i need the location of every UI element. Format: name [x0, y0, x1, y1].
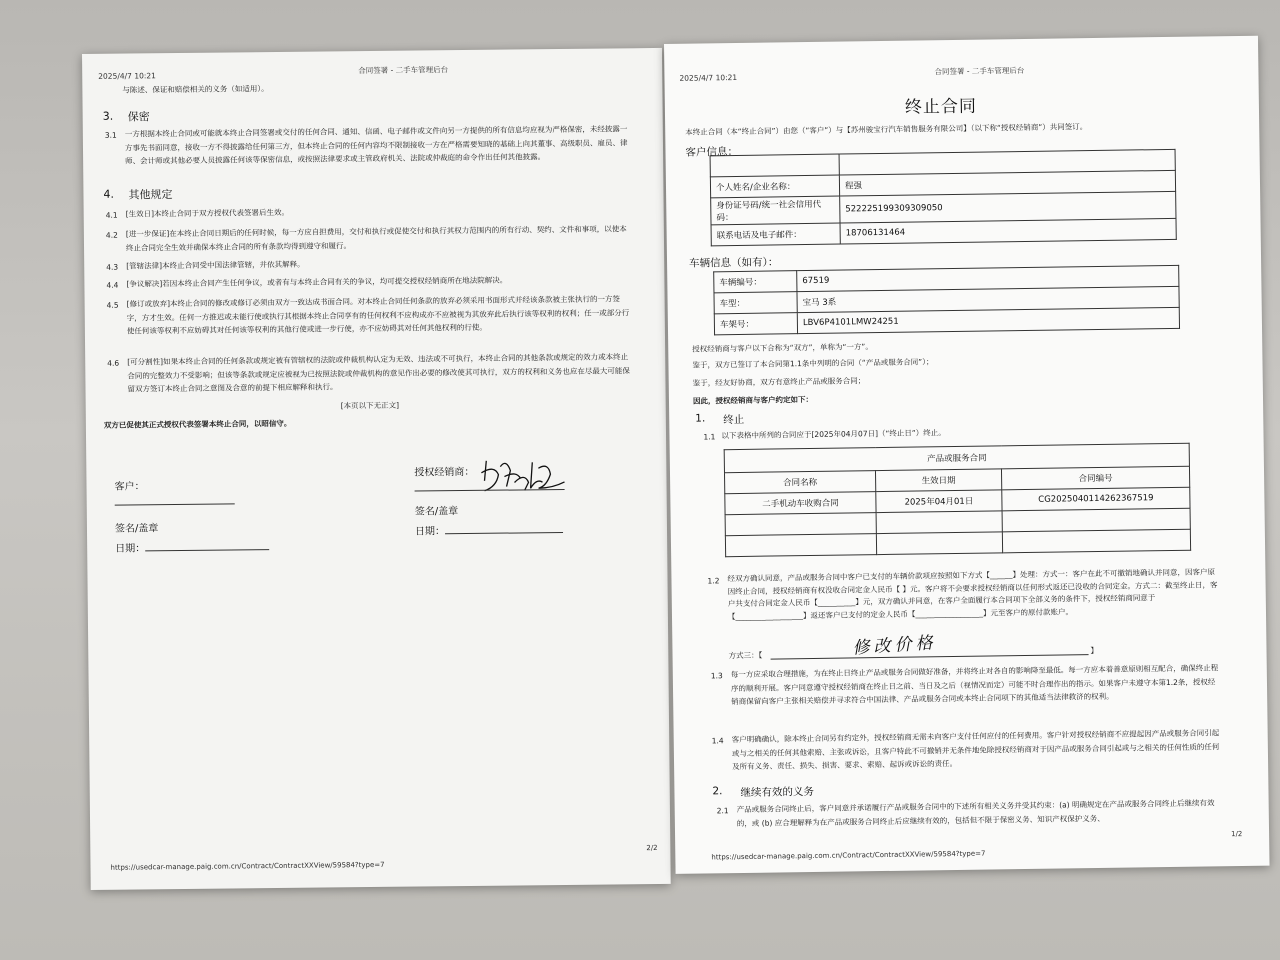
column-header: 合同名称 — [724, 471, 875, 494]
clause-1-4-text: 客户明确确认，除本终止合同另有约定外，授权经销商无需未向客户支付任何应付的任何费用。客户针对授权经销商不应提起因产品或服务合同引起或与之相关的任何其他索赔、主张或诉讼，且客户特此不可撤销并无条件地免除授权经销商对于因产品或服务合同引起或与之相关的任何性质的任何及所有义务、责任、损失、损害、要求、索赔、起诉或诉讼的责任。 — [731, 728, 1220, 772]
header-date: 2025/4/7 10:21 — [98, 71, 156, 81]
table-cell — [876, 532, 1002, 555]
vehicle-vin-value: LBV6P4101LMW24251 — [797, 307, 1179, 333]
whereas-paragraph-1: 鉴于，双方已签订了本合同第1.1条中列明的合同（“产品或服务合同”）； — [692, 357, 934, 370]
contract-table-caption: 产品或服务合同 — [724, 443, 1189, 472]
customer-contact-value: 18706131464 — [840, 218, 1176, 244]
clause-number: 1.1 — [703, 432, 716, 442]
clause-number: 1.2 — [707, 576, 720, 586]
dealer-label: 授权经销商： — [414, 466, 475, 479]
clause-4-2-text: [进一步保证]在本终止合同日期后的任何时候，每一方应自担费用，交付和执行或促使交付和执行其权力范围内的所有行动、契约、文件和事项，以使本终止合同完全生效并确保本终止合同的所有条款均得到遵守和履行。 — [125, 224, 627, 253]
therefore-paragraph: 因此，授权经销商与客户约定如下： — [692, 394, 814, 406]
table-cell — [876, 511, 1002, 534]
clause-number: 2.1 — [716, 806, 729, 816]
witness-statement: 双方已促使其正式授权代表签署本终止合同，以昭信守。 — [103, 418, 292, 430]
customer-info-title: 客户信息： — [685, 145, 739, 159]
no-text-below: [本页以下无正文] — [340, 400, 400, 411]
table-cell-label: 车型： — [714, 292, 797, 314]
dealer-sign-label: 签名/盖章 — [414, 506, 459, 518]
table-cell — [725, 513, 876, 536]
column-header: 合同编号 — [1001, 466, 1189, 490]
customer-signature-line[interactable] — [115, 503, 235, 505]
customer-id-value: 522225199309309050 — [840, 191, 1176, 223]
whereas-paragraph-2: 鉴于，经友好协商，双方有意终止产品或服务合同； — [692, 376, 866, 388]
clause-2-1-text: 产品或服务合同终止后，客户同意并承诺履行产品或服务合同中的下述所有相关义务并受其约束：(a) 明确规定在产品或服务合同终止后继续有效的，或 (b) 应合理解释为在产品或服务合同终止后应继续有效的，包括但不限于保密义务、知识产权保护义务、 — [736, 798, 1215, 828]
customer-date-line[interactable] — [145, 549, 269, 551]
customer-date-label: 日期： — [115, 543, 146, 555]
method-3-label: 方式三：【 — [728, 650, 763, 661]
table-cell — [725, 534, 876, 557]
section-3-title: 保密 — [127, 110, 150, 124]
top-line: 与陈述、保证和赔偿相关的义务（如适用）。 — [122, 84, 269, 95]
header-date: 2025/4/7 10:21 — [679, 72, 738, 83]
dealer-date-line[interactable] — [445, 532, 563, 534]
page-number: 2/2 — [646, 844, 658, 853]
table-cell — [1002, 508, 1190, 532]
clause-number: 4.5 — [106, 300, 119, 310]
clause-number: 4.4 — [106, 280, 119, 290]
table-cell-label: 个人姓名/企业名称： — [710, 175, 839, 198]
table-cell-label: 车辆编号： — [714, 271, 797, 293]
contract-page-2 — [82, 48, 671, 890]
clause-number: 1.4 — [711, 736, 724, 746]
section-2-title: 继续有效的义务 — [740, 785, 815, 800]
clause-4-6-text: [可分割性]如果本终止合同的任何条款或规定被有管辖权的法院或仲裁机构认定为无效、违法或不可执行，本终止合同的其他条款或规定的效力或本终止合同的完整效力不受影响；但该等条款或规定应被视为已按照法院或仲裁机构的意见作出必要的修改使其可执行，双方的权利和义务也应在尽最大可能保留双方签订本终止合同之意图及合意的前提下相应解释和执行。 — [127, 352, 630, 394]
clause-number: 4.6 — [107, 358, 120, 368]
customer-label: 客户： — [114, 481, 145, 493]
section-3-number: 3. — [102, 109, 114, 123]
contract-page-1 — [664, 36, 1270, 874]
section-1-title: 终止 — [723, 413, 745, 427]
table-cell: 2025年04月01日 — [876, 490, 1002, 513]
method-3-end: 】 — [1090, 645, 1099, 656]
clause-number: 4.3 — [106, 262, 119, 272]
contract-title: 终止合同 — [904, 96, 978, 118]
table-cell: 二手机动车收购合同 — [725, 492, 876, 515]
header-title: 合同签署 - 二手车管理后台 — [358, 65, 449, 76]
table-cell — [1002, 529, 1190, 553]
vehicle-info-table — [713, 265, 1180, 336]
table-cell-label: 身份证号码/统一社会信用代码： — [711, 196, 840, 225]
table-cell-label: 车架号： — [714, 313, 797, 335]
section-4-title: 其他规定 — [128, 188, 173, 202]
clause-4-4-text: [争议解决]若因本终止合同产生任何争议，或者有与本终止合同有关的争议，均可提交授权经销商所在地法院解决。 — [126, 275, 508, 289]
customer-sign-label: 签名/盖章 — [114, 523, 159, 535]
vehicle-info-title: 车辆信息（如有）： — [688, 256, 779, 270]
clause-number: 4.2 — [105, 230, 118, 240]
footer-url: https://usedcar-manage.paig.com.cn/Contract/ContractXXView/59584?type=7 — [711, 849, 986, 862]
clause-number: 3.1 — [104, 130, 117, 140]
clause-4-1-text: [生效日]本终止合同于双方授权代表签署后生效。 — [125, 207, 290, 219]
clause-number: 1.3 — [710, 671, 723, 681]
clause-4-5-text: [修订或放弃]本终止合同的修改或修订必须由双方一致达成书面合同。对本终止合同任何条款的放弃必须采用书面形式并经该条款被主张执行的一方签字，方才生效。任何一方推迟或未能行使或执行其根据本终止合同享有的任何权利不应构成亦不应被视为其放弃此后执行该等权利的权利；任一或部分行使任何该等权利不应妨碍其对任何该等权利的其他行使或进一步行使，亦不应妨碍其对任何其他权利的行使。 — [126, 294, 630, 336]
section-1-number: 1. — [695, 412, 706, 425]
section-4-number: 4. — [103, 187, 115, 201]
customer-name-value: 程强 — [839, 170, 1175, 196]
clause-4-3-text: [管辖法律]本终止合同受中国法律管辖，并依其解释。 — [126, 259, 305, 271]
clause-1-2-text: 经双方确认同意，产品或服务合同中客户已支付的车辆价款项应按照如下方式【______】处理：方式一：客户在此不可撤销地确认并同意，因客户原因终止合同，授权经销商有权没收合同定金人民币【 】元。客户将不会要求授权经销商以任何形式返还已没收的合同定金。方式二：截至终止日，客户共支付合同定金人民币【__________】元，双方确认并同意，在客户全面履行本合同项下全部义务的条件下，授权经销商同意于【__________________】返还客户已支付的定金人民币【__________________】元至客户的原付款账户。 — [727, 567, 1218, 621]
footer-url: https://usedcar-manage.paig.com.cn/Contract/ContractXXView/59584?type=7 — [110, 860, 385, 872]
clause-1-1-text: 以下表格中所列的合同应于[2025年04月07日]（“终止日”）终止。 — [721, 428, 946, 441]
clause-1-3-text: 每一方应采取合理措施，为在终止日终止产品或服务合同做好准备，并将终止对各自的影响降至最低。每一方应本着善意原则相互配合，确保终止程序的顺利开展。客户同意遵守授权经销商在终止日之前、当日及之后（视情况而定）可能不时合理作出的指示。如果客户未遵守本第1.2条，授权经销商保留向客户主张相关赔偿并寻求符合中国法律、产品或服务合同或本终止合同项下的其他适当法律救济的权利。 — [730, 663, 1219, 707]
contract-table — [724, 443, 1191, 557]
customer-info-table — [710, 149, 1177, 246]
column-header: 生效日期 — [875, 469, 1001, 492]
table-cell-label: 联系电话及电子邮件： — [711, 223, 840, 246]
vehicle-model-value: 宝马 3系 — [797, 286, 1179, 312]
method-3-handwritten: 修改价格 — [851, 633, 938, 659]
table-cell: CG2025040114262367519 — [1002, 487, 1190, 511]
section-2-number: 2. — [712, 785, 723, 798]
clause-3-1-text: 一方根据本终止合同或可能就本终止合同签署或交付的任何合同、通知、信函、电子邮件或文件向另一方提供的所有信息均应视为严格保密，未经披露一方事先书面同意，接收一方不得披露给任何第三方，但本终止合同的任何内容均不限制接收一方在严格需要知晓的基础上向其董事、高级职员、雇员、律师、会计师或其他必要人员披露任何该等保密信息，或按照法律要求或主管政府机关、法院或仲裁庭的命令作出任何其他披露。 — [124, 124, 628, 166]
clause-number: 4.1 — [105, 210, 118, 220]
header-title: 合同签署 - 二手车管理后台 — [934, 65, 1025, 77]
vehicle-number-value: 67519 — [797, 265, 1179, 291]
intro-paragraph: 本终止合同（本“终止合同”）由您（“客户”）与【苏州骏宝行汽车销售服务有限公司】（以下称“授权经销商”）共同签订。 — [685, 122, 1088, 137]
parties-paragraph: 授权经销商与客户以下合称为“双方”，单称为“一方”。 — [692, 342, 873, 354]
dealer-date-label: 日期： — [414, 526, 446, 538]
method-3-line — [771, 654, 1089, 659]
page-number: 1/2 — [1231, 830, 1243, 839]
